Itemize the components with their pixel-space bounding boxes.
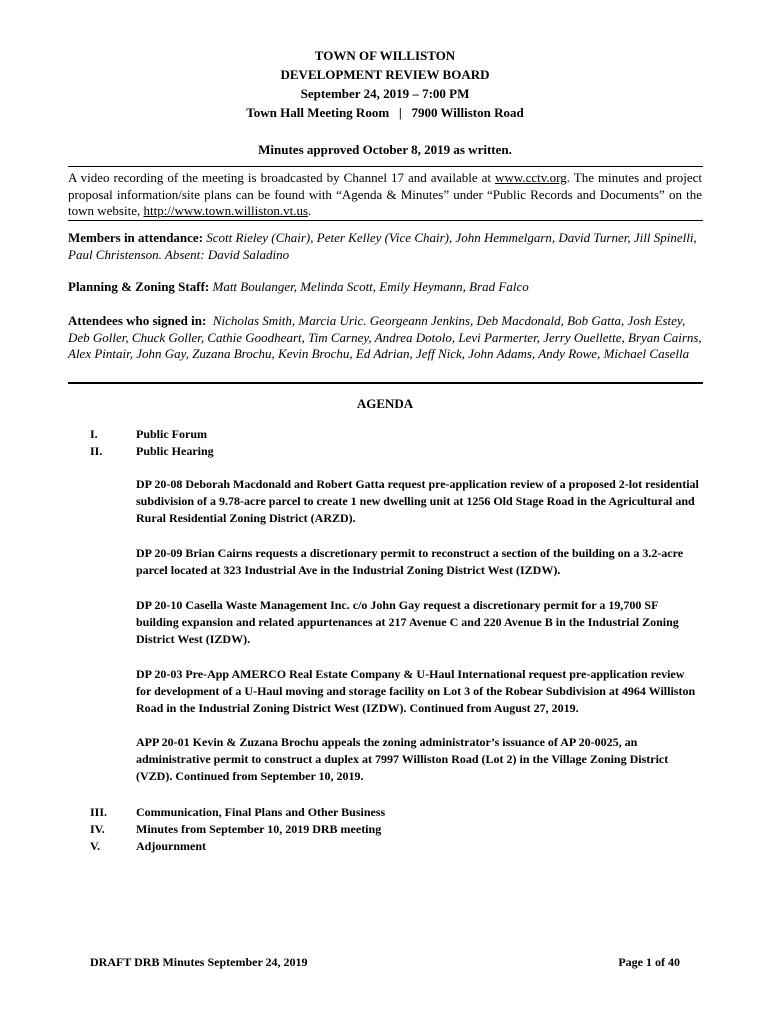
hearing-item-dp-20-10: DP 20-10 Casella Waste Management Inc. c/o John Gay request a discretionary permit for a 19,700 SF building expansion and related appurtenances at 217 Avenue C and 220 Avenue B in the Industrial Zoning District West (IZDW). — [136, 598, 679, 646]
staff-list: Matt Boulanger, Melinda Scott, Emily Heymann, Brad Falco — [209, 279, 529, 294]
members-label: Members in attendance: — [68, 230, 204, 245]
divider-top — [68, 166, 703, 167]
agenda-title: AGENDA — [356, 396, 414, 411]
agenda-item-3 — [90, 805, 385, 820]
staff-paragraph — [68, 279, 702, 296]
divider-intro — [68, 220, 703, 221]
hearing-item-dp-20-09: DP 20-09 Brian Cairns requests a discretionary permit to reconstruct a section of the building on a 3.2-acre parcel located at 323 Industrial Ave in the Industrial Zoning District West (IZDW). — [136, 546, 684, 577]
hearing-item-dp-20-03: DP 20-03 Pre-App AMERCO Real Estate Company & U-Haul International request pre-application review for development of a U-Haul moving and storage facility on Lot 3 of the Robear Subdivision at 4964 Williston Road in the Industrial Zoning District West (IZDW). Continued from August 27, 2019. — [136, 667, 696, 715]
agenda-item-number: V. — [90, 839, 101, 853]
cctv-link[interactable]: www.cctv.org — [495, 170, 567, 185]
agenda-item-number: III. — [90, 805, 108, 819]
header-location: Town Hall Meeting Room | 7900 Williston Road — [246, 105, 524, 120]
agenda-item-5 — [90, 839, 206, 854]
divider-agenda — [68, 382, 703, 384]
members-list: Scott Rieley (Chair), Peter Kelley (Vice Chair), John Hemmelgarn, David Turner, Jill Spinelli, Paul Christenson. Absent: David Saladino — [68, 230, 697, 262]
footer-title: DRAFT DRB Minutes September 24, 2019 — [90, 955, 308, 969]
hearing-item-app-20-01: APP 20-01 Kevin & Zuzana Brochu appeals the zoning administrator’s issuance of AP 20-0025, an administrative permit to construct a duplex at 7997 Williston Road (Lot 2) in the Village Zoning District (VZD). Continued from September 10, 2019. — [136, 735, 669, 783]
intro-text-1: A video recording of the meeting is broadcasted by Channel 17 and available at — [68, 170, 496, 185]
agenda-item-label: Minutes from September 10, 2019 DRB meeting — [136, 822, 382, 836]
agenda-item-number: II. — [90, 444, 103, 458]
approval-note: Minutes approved October 8, 2019 as written. — [258, 142, 512, 157]
attendees-label: Attendees who signed in: — [68, 313, 207, 328]
staff-label: Planning & Zoning Staff: — [68, 279, 210, 294]
footer-page-number: Page 1 of 40 — [618, 955, 680, 969]
intro-text-3: . — [308, 203, 312, 218]
header-board: DEVELOPMENT REVIEW BOARD — [280, 67, 490, 82]
town-website-link[interactable]: http://www.town.williston.vt.us — [143, 203, 309, 218]
agenda-item-4 — [90, 822, 381, 837]
agenda-item-number: I. — [90, 427, 98, 441]
members-paragraph — [68, 230, 702, 263]
header-date: September 24, 2019 – 7:00 PM — [300, 86, 470, 101]
agenda-item-label: Adjournment — [136, 839, 207, 853]
intro-paragraph — [68, 170, 702, 220]
agenda-item-label: Public Hearing — [136, 444, 214, 458]
agenda-item-2 — [90, 444, 214, 459]
header-town: TOWN OF WILLISTON — [314, 48, 456, 63]
agenda-item-number: IV. — [90, 822, 105, 836]
intro-text-2: . The minutes and project proposal information/site plans can be found with “Agenda & Minutes” under “Public Records and Documents” on the town website, — [68, 170, 702, 218]
attendees-list: Nicholas Smith, Marcia Uric. Georgeann Jenkins, Deb Macdonald, Bob Gatta, Josh Estey, Deb Goller, Chuck Goller, Cathie Goodheart, Tim Carney, Andrea Dotolo, Levi Parmerter, Jerry Ouellette, Bryan Cairns, Alex Pintair, John Gay, Zuzana Brochu, Kevin Brochu, Ed Adrian, Jeff Nick, John Adams, Andy Rowe, Michael Casella — [68, 313, 705, 361]
agenda-item-1 — [90, 427, 207, 442]
agenda-item-label: Public Forum — [136, 427, 207, 441]
attendees-paragraph — [68, 313, 705, 363]
hearing-item-dp-20-08: DP 20-08 Deborah Macdonald and Robert Gatta request pre-application review of a proposed 2-lot residential subdivision of a 9.78-acre parcel to create 1 new dwelling unit at 1256 Old Stage Road in the Agricultural and Rural Residential Zoning District (ARZD). — [136, 477, 699, 525]
agenda-item-label: Communication, Final Plans and Other Business — [136, 805, 386, 819]
document-header — [68, 46, 702, 122]
